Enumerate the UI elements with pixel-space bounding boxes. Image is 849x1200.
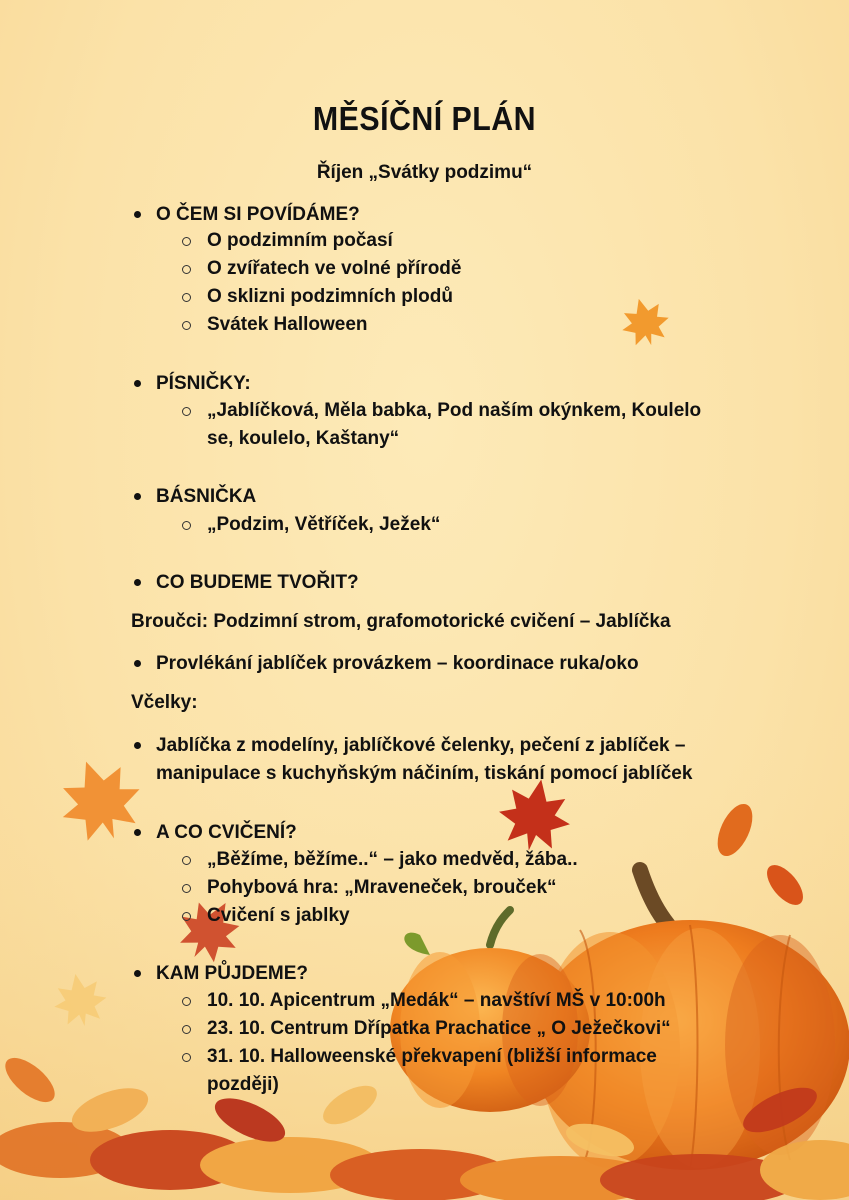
sub-bullet — [182, 237, 191, 246]
page-title: MĚSÍČNÍ PLÁN — [312, 100, 537, 137]
bullet — [134, 380, 141, 387]
section-heading-songs: PÍSNIČKY: — [156, 373, 251, 394]
sub-bullet — [182, 856, 191, 865]
list-item: 23. 10. Centrum Dřípatka Prachatice „ O Ježečkovi“ — [207, 1018, 671, 1039]
list-item: O podzimním počasí — [207, 230, 393, 251]
maple-leaf-icon — [616, 293, 675, 352]
bullet — [134, 970, 141, 977]
list-item: „Jablíčková, Měla babka, Pod naším okýnkem, Koulelo — [207, 400, 702, 421]
list-item-continuation: manipulace s kuchyňským náčiním, tiskání pomocí jablíček — [156, 763, 693, 784]
bullet — [134, 660, 141, 667]
section-heading-poem: BÁSNIČKA — [156, 486, 257, 507]
list-item: 10. 10. Apicentrum „Medák“ – navštíví MŠ v 10:00h — [207, 990, 666, 1011]
section-heading-trips: KAM PŮJDEME? — [156, 963, 309, 984]
sub-bullet — [182, 1025, 191, 1034]
list-item: O sklizni podzimních plodů — [207, 286, 453, 307]
list-item-continuation: se, koulelo, Kaštany“ — [207, 428, 400, 449]
bullet — [134, 493, 141, 500]
sub-bullet — [182, 521, 191, 530]
sub-bullet — [182, 997, 191, 1006]
bullet — [134, 211, 141, 218]
sub-bullet — [182, 407, 191, 416]
sub-bullet — [182, 293, 191, 302]
group-line-broucci: Broučci: Podzimní strom, grafomotorické cvičení – Jablíčka — [131, 611, 671, 632]
list-item-continuation: později) — [207, 1074, 279, 1095]
bullet — [134, 742, 141, 749]
list-item: Svátek Halloween — [207, 314, 368, 335]
list-item: 31. 10. Halloweenské překvapení (bližší informace — [207, 1046, 657, 1067]
sub-bullet — [182, 912, 191, 921]
list-item: O zvířatech ve volné přírodě — [207, 258, 462, 279]
bullet — [134, 579, 141, 586]
sub-bullet — [182, 321, 191, 330]
sub-bullet — [182, 1053, 191, 1062]
list-item: „Podzim, Větříček, Ježek“ — [207, 514, 441, 535]
page-subtitle: Říjen „Svátky podzimu“ — [316, 162, 533, 183]
list-item: „Běžíme, běžíme..“ – jako medvěd, žába.. — [207, 849, 578, 870]
list-item: Cvičení s jablky — [207, 905, 350, 926]
sub-bullet — [182, 265, 191, 274]
sub-bullet — [182, 884, 191, 893]
list-item: Pohybová hra: „Mraveneček, brouček“ — [207, 877, 557, 898]
group-line-vcelky: Včelky: — [131, 692, 198, 713]
section-heading-talk: O ČEM SI POVÍDÁME? — [156, 204, 360, 225]
list-item: Provlékání jablíček provázkem – koordinace ruka/oko — [156, 653, 639, 674]
bullet — [134, 829, 141, 836]
section-heading-create: CO BUDEME TVOŘIT? — [156, 572, 359, 593]
section-heading-exercise: A CO CVIČENÍ? — [156, 822, 297, 843]
list-item: Jablíčka z modelíny, jablíčkové čelenky, pečení z jablíček – — [156, 735, 686, 756]
